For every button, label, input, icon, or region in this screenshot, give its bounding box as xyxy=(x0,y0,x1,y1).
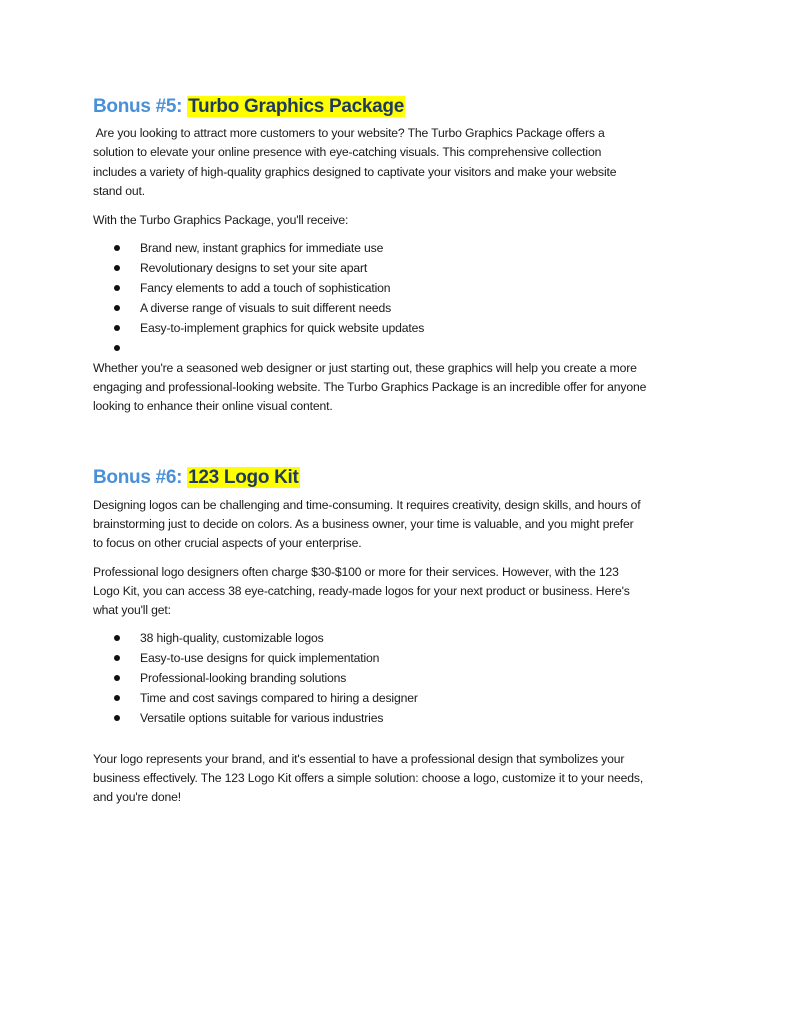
bullet-icon xyxy=(114,655,120,661)
section-heading-bonus-6 xyxy=(93,464,300,491)
list-item-text: Easy-to-implement graphics for quick website updates xyxy=(140,321,425,335)
paragraph-line: business effectively. The 123 Logo Kit offers a simple solution: choose a logo, customize it to your needs, xyxy=(93,771,644,785)
heading-prefix: Bonus #5: xyxy=(93,96,183,117)
list-item-text: Easy-to-use designs for quick implementation xyxy=(140,651,380,665)
list-item-text: Versatile options suitable for various industries xyxy=(140,711,384,725)
paragraph-line: Designing logos can be challenging and time-consuming. It requires creativity, design skills, and hours of xyxy=(93,498,641,512)
paragraph-line: looking to enhance their online visual content. xyxy=(93,399,333,413)
list-item-text: Revolutionary designs to set your site apart xyxy=(140,261,368,275)
bullet-icon xyxy=(114,325,120,331)
paragraph-line: engaging and professional-looking website. The Turbo Graphics Package is an incredible offer for anyone xyxy=(93,380,647,394)
bullet-icon xyxy=(114,285,120,291)
section-heading-bonus-5 xyxy=(93,93,405,120)
bullet-icon xyxy=(114,245,120,251)
bullet-icon xyxy=(114,675,120,681)
bullet-icon xyxy=(114,715,120,721)
heading-title-highlighted: 123 Logo Kit xyxy=(188,467,299,488)
bullet-icon xyxy=(114,265,120,271)
heading-title-highlighted: Turbo Graphics Package xyxy=(188,96,404,117)
paragraph-line: what you'll get: xyxy=(93,603,171,617)
paragraph-line: Whether you're a seasoned web designer or just starting out, these graphics will help you create a more xyxy=(93,361,637,375)
paragraph-line: stand out. xyxy=(93,184,146,198)
paragraph-line: includes a variety of high-quality graphics designed to captivate your visitors and make your website xyxy=(93,165,617,179)
list-item-text: Brand new, instant graphics for immediate use xyxy=(140,241,384,255)
list-item-text: Professional-looking branding solutions xyxy=(140,671,347,685)
paragraph-line: Are you looking to attract more customers to your website? The Turbo Graphics Package offers a xyxy=(93,126,605,140)
lead-in-paragraph: With the Turbo Graphics Package, you'll receive: xyxy=(93,213,349,227)
paragraph-line: brainstorming just to decide on colors. As a business owner, your time is valuable, and you might prefer xyxy=(93,517,634,531)
paragraph-line: Your logo represents your brand, and it's essential to have a professional design that symbolizes your xyxy=(93,752,625,766)
paragraph-line: and you're done! xyxy=(93,790,182,804)
paragraph-line: to focus on other crucial aspects of your enterprise. xyxy=(93,536,362,550)
list-item-text: 38 high-quality, customizable logos xyxy=(140,631,324,645)
bullet-icon xyxy=(114,635,120,641)
heading-prefix: Bonus #6: xyxy=(93,467,183,488)
bullet-icon xyxy=(114,305,120,311)
bullet-icon xyxy=(114,345,120,351)
paragraph-line: Logo Kit, you can access 38 eye-catching, ready-made logos for your next product or business. Here's xyxy=(93,584,630,598)
list-item-text: Fancy elements to add a touch of sophistication xyxy=(140,281,391,295)
list-item-text: Time and cost savings compared to hiring a designer xyxy=(140,691,418,705)
paragraph-line: solution to elevate your online presence with eye-catching visuals. This comprehensive collection xyxy=(93,145,602,159)
bullet-icon xyxy=(114,695,120,701)
paragraph-line: Professional logo designers often charge $30-$100 or more for their services. However, with the 123 xyxy=(93,565,619,579)
list-item-text: A diverse range of visuals to suit different needs xyxy=(140,301,392,315)
